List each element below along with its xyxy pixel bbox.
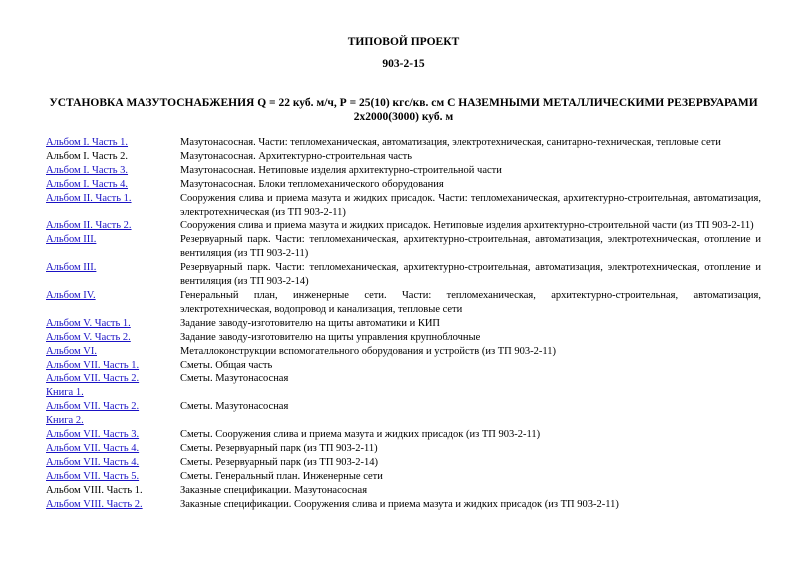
album-description: Задание заводу-изготовителю на щиты управления крупноблочные bbox=[180, 331, 481, 343]
album-link[interactable]: Альбом VII. Часть 4. bbox=[46, 442, 140, 454]
album-description: Резервуарный парк. Части: тепломеханическая, архитектурно-строительная, автоматизация, электротехническая, отопление и вентиляция (из ТП 903-2-14) bbox=[180, 262, 761, 288]
album-description: Задание заводу-изготовителю на щиты автоматики и КИП bbox=[180, 317, 440, 329]
album-row bbox=[46, 428, 761, 442]
album-label-cell bbox=[46, 331, 180, 345]
album-row bbox=[46, 484, 761, 498]
album-label-cell bbox=[46, 136, 180, 150]
album-link[interactable]: Альбом V. Часть 2. bbox=[46, 331, 131, 343]
album-row bbox=[46, 498, 761, 512]
album-label-cell bbox=[46, 372, 180, 400]
album-description: Сметы. Резервуарный парк (из ТП 903-2-11) bbox=[180, 442, 378, 454]
album-label-cell bbox=[46, 498, 180, 512]
album-label-cell bbox=[46, 345, 180, 359]
album-link[interactable]: Альбом I. Часть 3. bbox=[46, 164, 129, 176]
album-label-cell bbox=[46, 317, 180, 331]
album-label-cell bbox=[46, 484, 180, 498]
album-description: Генеральный план, инженерные сети. Части: тепломеханическая, архитектурно-строительная, автоматизация, электротехническая, водопровод и канализация, тепловые сети bbox=[180, 289, 761, 315]
album-description: Заказные спецификации. Сооружения слива и приема мазута и жидких присадок (из ТП 903-2-11) bbox=[180, 498, 619, 510]
album-description: Мазутонасосная. Части: тепломеханическая, автоматизация, электротехническая, санитарно-техническая, тепловые сети bbox=[180, 137, 721, 148]
album-label-cell bbox=[46, 400, 180, 428]
album-link[interactable]: Альбом III. bbox=[46, 262, 97, 274]
album-link[interactable]: Альбом III. bbox=[46, 234, 97, 246]
album-label-cell bbox=[46, 150, 180, 164]
album-label-cell bbox=[46, 359, 180, 373]
album-row bbox=[46, 317, 761, 331]
album-link[interactable]: Альбом IV. bbox=[46, 289, 96, 301]
project-title: УСТАНОВКА МАЗУТОСНАБЖЕНИЯ Q = 22 куб. м/ч, Р = 25(10) кгс/кв. см С НАЗЕМНЫМИ МЕТАЛЛИЧЕСКИМИ РЕЗЕРВУАРАМИ 2х2000(3000) куб. м bbox=[49, 97, 758, 123]
album-label-cell bbox=[46, 164, 180, 178]
album-description: Мазутонасосная. Архитектурно-строительная часть bbox=[180, 150, 413, 162]
album-row bbox=[46, 261, 761, 289]
album-link[interactable]: Альбом I. Часть 4. bbox=[46, 178, 129, 190]
album-description: Сметы. Генеральный план. Инженерные сети bbox=[180, 470, 383, 482]
album-description: Резервуарный парк. Части: тепломеханическая, архитектурно-строительная, автоматизация, электротехническая, отопление и вентиляция (из ТП 903-2-11) bbox=[180, 234, 761, 260]
album-label: Альбом I. Часть 2. bbox=[46, 150, 129, 162]
album-label-cell bbox=[46, 428, 180, 442]
album-row bbox=[46, 219, 761, 233]
album-label-cell bbox=[46, 192, 180, 220]
album-link[interactable]: Альбом V. Часть 1. bbox=[46, 317, 131, 329]
album-description: Металлоконструкции вспомогательного оборудования и устройств (из ТП 903-2-11) bbox=[180, 345, 556, 357]
album-row bbox=[46, 331, 761, 345]
album-link[interactable]: Альбом I. Часть 1. bbox=[46, 137, 129, 148]
album-row bbox=[46, 359, 761, 373]
album-index-table bbox=[46, 136, 761, 511]
album-description: Сметы. Сооружения слива и приема мазута и жидких присадок (из ТП 903-2-11) bbox=[180, 429, 541, 441]
album-row bbox=[46, 470, 761, 484]
book-link[interactable]: Книга 1. bbox=[46, 387, 84, 399]
album-row bbox=[46, 289, 761, 317]
album-row bbox=[46, 192, 761, 220]
album-row bbox=[46, 442, 761, 456]
doc-type-heading: ТИПОВОЙ ПРОЕКТ bbox=[347, 36, 460, 48]
album-description: Сметы. Мазутонасосная bbox=[180, 401, 289, 413]
album-label-cell bbox=[46, 289, 180, 317]
album-row bbox=[46, 164, 761, 178]
album-row bbox=[46, 456, 761, 470]
album-link[interactable]: Альбом VII. Часть 5. bbox=[46, 470, 140, 482]
album-description: Сооружения слива и приема мазута и жидких присадок. Нетиповые изделия архитектурно-строительной части (из ТП 903-2-11) bbox=[180, 220, 754, 232]
album-row bbox=[46, 400, 761, 428]
album-link[interactable]: Альбом II. Часть 1. bbox=[46, 192, 132, 204]
album-description: Сооружения слива и приема мазута и жидких присадок. Части: тепломеханическая, архитектурно-строительная, автоматизация, электротехническая (из ТП 903-2-11) bbox=[180, 192, 761, 218]
album-description: Мазутонасосная. Блоки тепломеханического оборудования bbox=[180, 178, 444, 190]
album-description: Сметы. Общая часть bbox=[180, 359, 273, 371]
album-label-cell bbox=[46, 261, 180, 289]
album-link[interactable]: Альбом VII. Часть 3. bbox=[46, 429, 140, 441]
album-link[interactable]: Альбом VI. bbox=[46, 345, 97, 357]
album-link[interactable]: Альбом II. Часть 2. bbox=[46, 220, 132, 232]
album-row bbox=[46, 372, 761, 400]
project-number: 903-2-15 bbox=[382, 58, 425, 70]
album-row bbox=[46, 233, 761, 261]
album-label-cell bbox=[46, 178, 180, 192]
album-link[interactable]: Альбом VII. Часть 4. bbox=[46, 456, 140, 468]
album-description: Заказные спецификации. Мазутонасосная bbox=[180, 484, 368, 496]
album-description: Мазутонасосная. Нетиповые изделия архитектурно-строительной части bbox=[180, 164, 502, 176]
album-label-cell bbox=[46, 442, 180, 456]
album-link[interactable]: Альбом VII. Часть 2. bbox=[46, 401, 140, 413]
album-label-cell bbox=[46, 219, 180, 233]
album-row bbox=[46, 345, 761, 359]
album-link[interactable]: Альбом VII. Часть 1. bbox=[46, 359, 140, 371]
album-row bbox=[46, 150, 761, 164]
book-link[interactable]: Книга 2. bbox=[46, 415, 84, 427]
album-link[interactable]: Альбом VIII. Часть 2. bbox=[46, 498, 143, 510]
album-description: Сметы. Мазутонасосная bbox=[180, 373, 289, 385]
album-row bbox=[46, 136, 761, 150]
album-label-cell bbox=[46, 233, 180, 261]
album-label: Альбом VIII. Часть 1. bbox=[46, 484, 143, 496]
album-row bbox=[46, 178, 761, 192]
album-link[interactable]: Альбом VII. Часть 2. bbox=[46, 373, 140, 385]
album-label-cell bbox=[46, 470, 180, 484]
album-label-cell bbox=[46, 456, 180, 470]
album-description: Сметы. Резервуарный парк (из ТП 903-2-14) bbox=[180, 456, 379, 468]
